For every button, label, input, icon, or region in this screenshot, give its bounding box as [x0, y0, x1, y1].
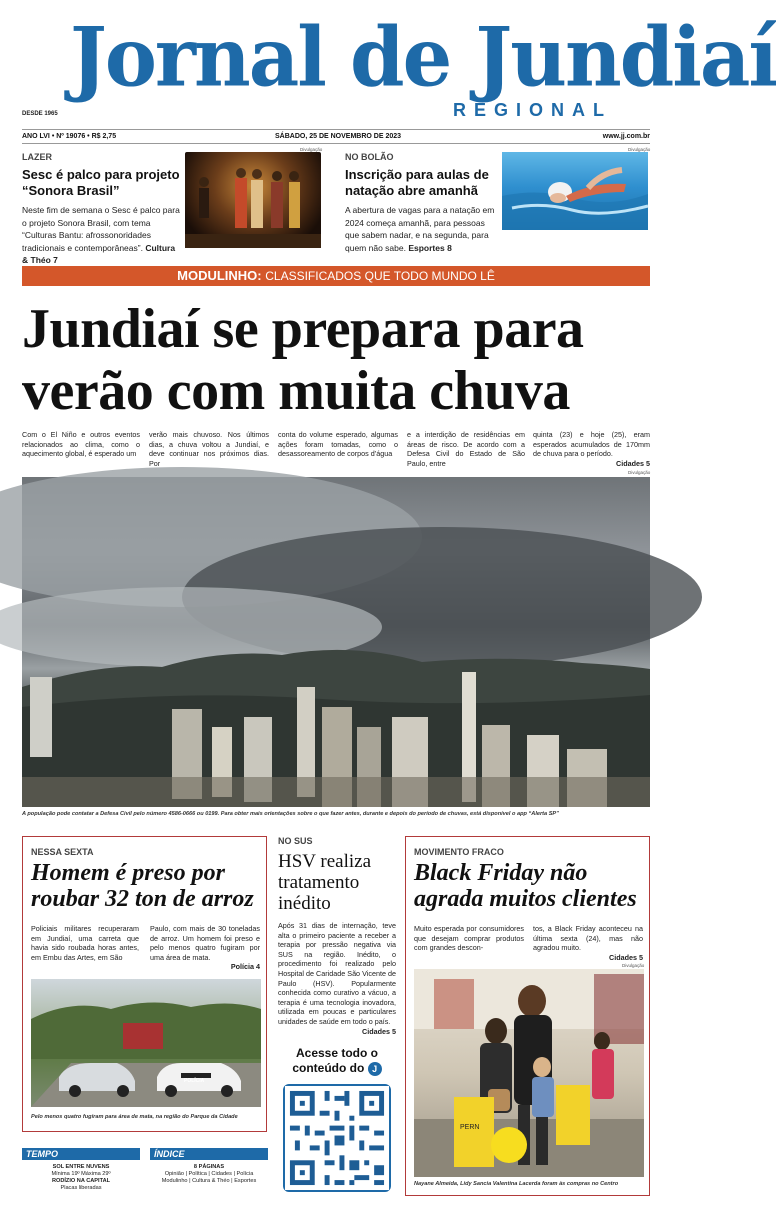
photo-credit: Divulgação: [300, 147, 323, 152]
index-box: [150, 1148, 268, 1185]
promo-line-2: conteúdo do J: [278, 1061, 396, 1076]
story-col-1: Policiais militares recuperaram em Jundiaí, uma carreta que havia sido roubada horas antes, em Embu das Artes, em São: [31, 924, 139, 962]
promo-line-1: Acesse todo o: [295, 1046, 379, 1060]
top-right-story[interactable]: [345, 152, 497, 254]
story-box-black-friday[interactable]: [405, 836, 650, 1196]
weather-box: [22, 1148, 140, 1192]
story-kicker: NO BOLÃO: [345, 152, 394, 162]
rodizio-title: RODÍZIO NA CAPITAL: [51, 1178, 111, 1184]
dateline: [22, 129, 650, 144]
masthead-since: DESDE 1965: [22, 111, 58, 117]
main-photo-caption: A população pode contatar a Defesa Civil pelo número 4586-0666 ou 0199. Para obter mais orientações sobre o que fazer antes, durante e depois do período de chuvas, está disponível o app “Alerta SP”: [22, 811, 559, 817]
story-headline: Black Friday não agrada muitos clientes: [414, 860, 637, 912]
story-headline: Sesc é palco para projeto “Sonora Brasil”: [22, 167, 180, 198]
main-headline[interactable]: Jundiaí se prepara para verão com muita chuva: [22, 298, 584, 422]
masthead-subtitle: REGIONAL: [452, 100, 612, 120]
modulinho-banner[interactable]: [22, 266, 650, 286]
story-kicker: MOVIMENTO FRACO: [414, 847, 504, 857]
main-col-4: e a interdição de residências em áreas de risco. De acordo com a Defesa Civil do Estado de São Paulo, entre: [407, 430, 525, 468]
story-box-rice-robbery[interactable]: [22, 836, 267, 1132]
issue-date: SÁBADO, 25 DE NOVEMBRO DE 2023: [275, 133, 402, 140]
story-headline: Homem é preso por roubar 32 ton de arroz: [31, 860, 254, 912]
theatre-photo: [185, 152, 321, 248]
index-sections-2: Modulinho | Cultura & Théo | Esportes: [161, 1178, 257, 1184]
photo-credit: Divulgação: [628, 470, 651, 475]
story-kicker: NO SUS: [278, 836, 313, 846]
rodizio-status: Placas liberadas: [60, 1185, 102, 1191]
story-body: Neste fim de semana o Sesc é palco para o projeto Sonora Brasil, com tema “Culturas Bantu: afrossonoridades tradicionais e contemporâneas”. Cultura & Théo 7: [22, 205, 180, 265]
swimmer-photo: [502, 152, 648, 230]
website-link[interactable]: www.jj.com.br: [602, 133, 650, 140]
story-col-2: tos, a Black Friday aconteceu na última sexta (24), mas não agradou muito. Cidades 5: [533, 924, 643, 962]
weather-condition: SOL ENTRE NUVENS: [52, 1164, 110, 1170]
police-car-label: POLÍCIA: [184, 1078, 205, 1084]
weather-title: TEMPO: [22, 1148, 140, 1160]
main-col-3: conta do volume esperado, algumas ações foram tomadas, como o desassoreamento de corpos d’água: [278, 430, 398, 459]
police-photo: [31, 979, 261, 1107]
story-ref: Cultura & Théo 7: [22, 242, 176, 265]
photo-credit: Divulgação: [628, 147, 651, 152]
story-headline: HSV realiza tratamento inédito: [278, 851, 372, 914]
modulinho-tagline: CLASSIFICADOS QUE TODO MUNDO LÊ: [265, 269, 495, 283]
modulinho-brand: MODULINHO:: [177, 268, 262, 283]
promo-access-content[interactable]: [278, 1046, 396, 1076]
main-col-5: quinta (23) e hoje (25), eram esperados acumulados de 170mm de chuva para o período. Cidades 5: [533, 430, 650, 468]
svg-text:PERN: PERN: [460, 1124, 480, 1131]
photo-caption: Nayane Almeida, Lidy Sancia Valentina Lacerda foram às compras no Centro: [414, 1181, 619, 1187]
story-ref: Cidades 5: [609, 952, 643, 962]
city-rain-photo: [22, 477, 650, 807]
index-pages: 8 PÁGINAS: [193, 1164, 225, 1170]
jj-logo-icon: J: [368, 1062, 382, 1076]
issue-info: ANO LVI • Nº 19076 • R$ 2,75: [22, 133, 117, 140]
main-col-1: Com o El Niño e outros eventos relacionados ao clima, como o aquecimento global, é esperado um: [22, 430, 140, 459]
masthead-logo: Jornal de Jundiaí: [70, 10, 776, 106]
story-kicker: LAZER: [22, 152, 52, 162]
story-col-1: Muito esperada por consumidores que desejam comprar produtos com grandes descon-: [414, 924, 524, 953]
story-ref: Cidades 5: [362, 1026, 396, 1036]
shoppers-photo: [414, 969, 644, 1177]
top-left-story[interactable]: [22, 152, 182, 267]
story-body: A abertura de vagas para a natação em 2024 começa amanhã, para pessoas que sabem nadar, e na segunda, para quem não sabe. Esportes 8: [345, 205, 495, 253]
main-story-body: [22, 430, 650, 468]
photo-credit: Divulgação: [622, 963, 645, 968]
photo-caption: Pelo menos quatro fugiram para área de mata, na região do Parque da Cidade: [31, 1114, 238, 1120]
story-kicker: NESSA SEXTA: [31, 847, 94, 857]
index-title: ÍNDICE: [150, 1148, 268, 1160]
weather-temps: Mínima 19º Máxima 29º: [51, 1171, 111, 1177]
story-hsv-treatment[interactable]: [278, 836, 396, 1036]
story-headline: Inscrição para aulas de natação abre amanhã: [345, 167, 489, 198]
story-ref: Polícia 4: [230, 962, 260, 972]
story-col-2: Paulo, com mais de 30 toneladas de arroz. Um homem foi preso e pelo menos quatro fugiram por uma área de mata. Polícia 4: [150, 924, 260, 972]
main-col-2: verão mais chuvoso. Nos últimos dias, a chuva voltou a Jundiaí, e deve continuar nos próximos dias. Por: [149, 430, 269, 468]
qr-code[interactable]: [283, 1084, 391, 1192]
index-sections-1: Opinião | Política | Cidades | Polícia: [164, 1171, 254, 1177]
main-story-ref: Cidades 5: [616, 458, 650, 468]
masthead: [22, 8, 776, 120]
story-ref: Esportes 8: [408, 242, 452, 253]
story-body: Após 31 dias de internação, teve alta o primeiro paciente a receber a terapia por pressão negativa via SUS na região. Inédito, o procedimento foi realizado pelo Hospital de Caridade São Vicente de Paulo (HSV). Popularmente conhecida como curativo a vácuo, a terapia é uma tecnologia inovadora, utilizada em poucas e particulares unidades de saúde em todo o país. Cidades 5: [278, 921, 396, 1036]
